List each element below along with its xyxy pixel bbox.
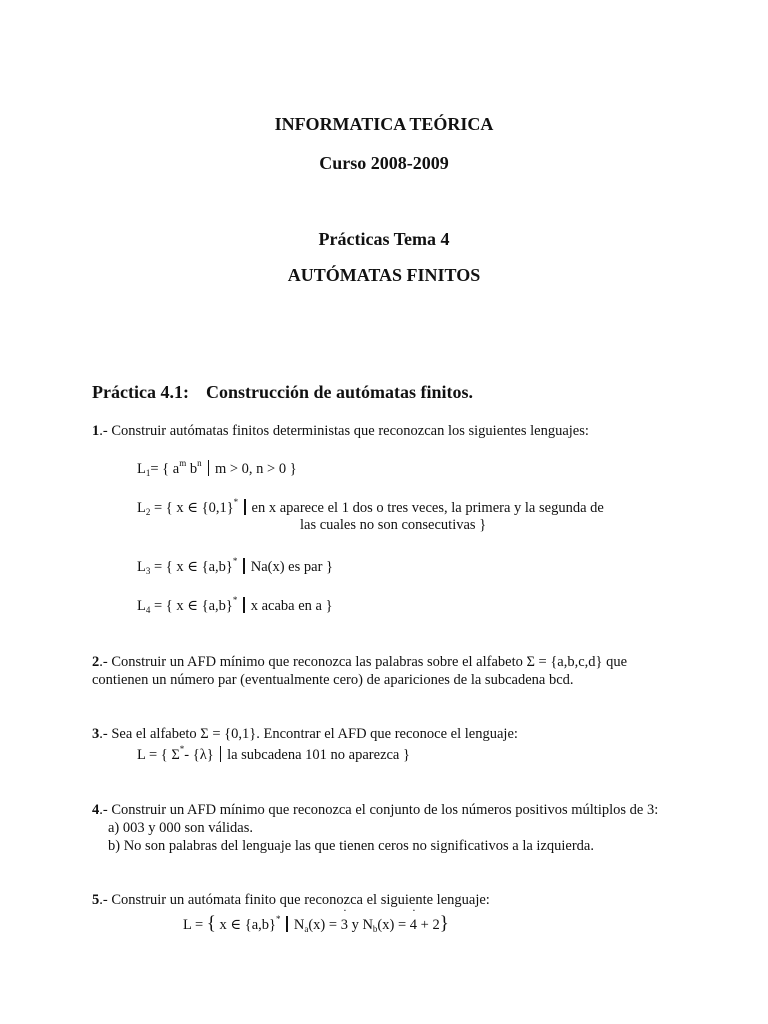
- such-that-bar: [244, 499, 245, 515]
- L2-set-open: = { x ∈ {0,1}: [150, 500, 234, 516]
- ex5-close-brace: }: [439, 913, 449, 934]
- language-L4: [137, 597, 333, 615]
- ex5-N-a-eq: (x) =: [308, 917, 341, 933]
- L4-subscript: 4: [145, 605, 151, 615]
- L1-symbol: L: [137, 461, 146, 477]
- L4-symbol: L: [137, 598, 146, 614]
- such-that-bar: [286, 916, 287, 932]
- ex5-set: x ∈ {a,b}: [215, 917, 276, 933]
- practice-topic: Prácticas Tema 4: [318, 229, 450, 249]
- exercise-4-item-a: a) 003 y 000 son válidas.: [108, 820, 253, 836]
- exercise-1-text: .- Construir autómatas finitos deterministas que reconozcan los siguientes lenguajes:: [99, 423, 589, 439]
- exercise-4-statement: [92, 802, 658, 819]
- such-that-bar: [243, 558, 244, 574]
- ex5-open-brace: {: [206, 913, 216, 934]
- ex5-and-N-b: y N: [347, 917, 373, 933]
- ex5-N-b-eq: (x) =: [377, 917, 410, 933]
- ex5-N-b-subscript: b: [372, 924, 378, 934]
- ex3-kleene-star: *: [179, 744, 185, 754]
- L1-exponent-m: m: [179, 458, 187, 468]
- document-title: INFORMATICA TEÓRICA: [274, 114, 494, 134]
- exercise-3-line1: .- Sea el alfabeto Σ = {0,1}. Encontrar el AFD que reconoce el lenguaje:: [99, 726, 518, 742]
- exercise-5-line1: .- Construir un autómata finito que reconozca el siguiente lenguaje:: [99, 892, 490, 908]
- topic-title: AUTÓMATAS FINITOS: [287, 265, 481, 285]
- exercise-4-line1: .- Construir un AFD mínimo que reconozca el conjunto de los números positivos múltiplos de 3:: [99, 802, 659, 818]
- L3-symbol: L: [137, 559, 146, 575]
- language-L2: [137, 499, 604, 517]
- such-that-bar: [243, 597, 244, 613]
- L3-kleene-star: *: [232, 556, 238, 566]
- ex3-condition: la subcadena 101 no aparezca }: [227, 747, 410, 763]
- L2-symbol: L: [137, 500, 146, 516]
- exercise-5-number: 5: [92, 892, 100, 908]
- ex5-N-a-subscript: a: [304, 924, 309, 934]
- L3-subscript: 3: [145, 566, 151, 576]
- course-year: Curso 2008-2009: [319, 153, 449, 173]
- ex5-multiple-of-3: ˙ 3: [341, 917, 348, 933]
- L1-condition: m > 0, n > 0 }: [214, 461, 297, 477]
- exercise-4-item-b: b) No son palabras del lenguaje las que tienen ceros no significativos a la izquierda.: [108, 838, 594, 854]
- section-title: Construcción de autómatas finitos.: [206, 382, 474, 402]
- L1-set-open: = { a: [150, 461, 180, 477]
- L2-subscript: 2: [145, 507, 151, 517]
- exercise-5-statement: [92, 892, 490, 909]
- exercise-3-statement: [92, 726, 518, 743]
- exercise-3-number: 3: [92, 726, 100, 742]
- exercise-2-line1: .- Construir un AFD mínimo que reconozca las palabras sobre el alfabeto Σ = {a,b,c,d} que: [99, 654, 628, 670]
- ex3-set-open: L = { Σ: [137, 747, 180, 763]
- ex5-N-a: N: [293, 917, 305, 933]
- L1-symbol-b: b: [186, 461, 198, 477]
- ex5-kleene-star: *: [275, 914, 281, 924]
- L4-kleene-star: *: [232, 595, 238, 605]
- exercise-5-language: [183, 913, 449, 935]
- exercise-2-line2: contienen un número par (eventualmente cero) de apariciones de la subcadena bcd.: [92, 672, 574, 688]
- such-that-bar: [220, 746, 221, 762]
- ex5-multiple-of-4: ˙ 4: [410, 917, 417, 933]
- language-L1: [137, 460, 297, 478]
- exercise-4-number: 4: [92, 802, 100, 818]
- exercise-2-statement: [92, 654, 627, 671]
- L1-exponent-n: n: [197, 458, 202, 468]
- L3-set-open: = { x ∈ {a,b}: [150, 559, 233, 575]
- exercise-1-number: 1: [92, 423, 100, 439]
- L1-subscript: 1: [145, 468, 151, 478]
- L3-condition: Na(x) es par }: [250, 559, 333, 575]
- exercise-1-statement: [92, 423, 589, 440]
- L4-set-open: = { x ∈ {a,b}: [150, 598, 233, 614]
- L2-kleene-star: *: [233, 497, 239, 507]
- L2-condition: en x aparece el 1 dos o tres veces, la primera y la segunda de: [251, 500, 604, 516]
- ex5-plus-two: + 2: [417, 917, 440, 933]
- section-number: Práctica 4.1:: [92, 382, 189, 402]
- such-that-bar: [208, 460, 209, 476]
- exercise-3-language: [137, 746, 410, 764]
- ex5-L-symbol: L =: [183, 917, 207, 933]
- ex3-minus-lambda: - {λ}: [184, 747, 214, 763]
- language-L3: [137, 558, 333, 576]
- L4-condition: x acaba en a }: [250, 598, 333, 614]
- exercise-2-number: 2: [92, 654, 100, 670]
- L2-condition-continued: las cuales no son consecutivas }: [300, 517, 487, 533]
